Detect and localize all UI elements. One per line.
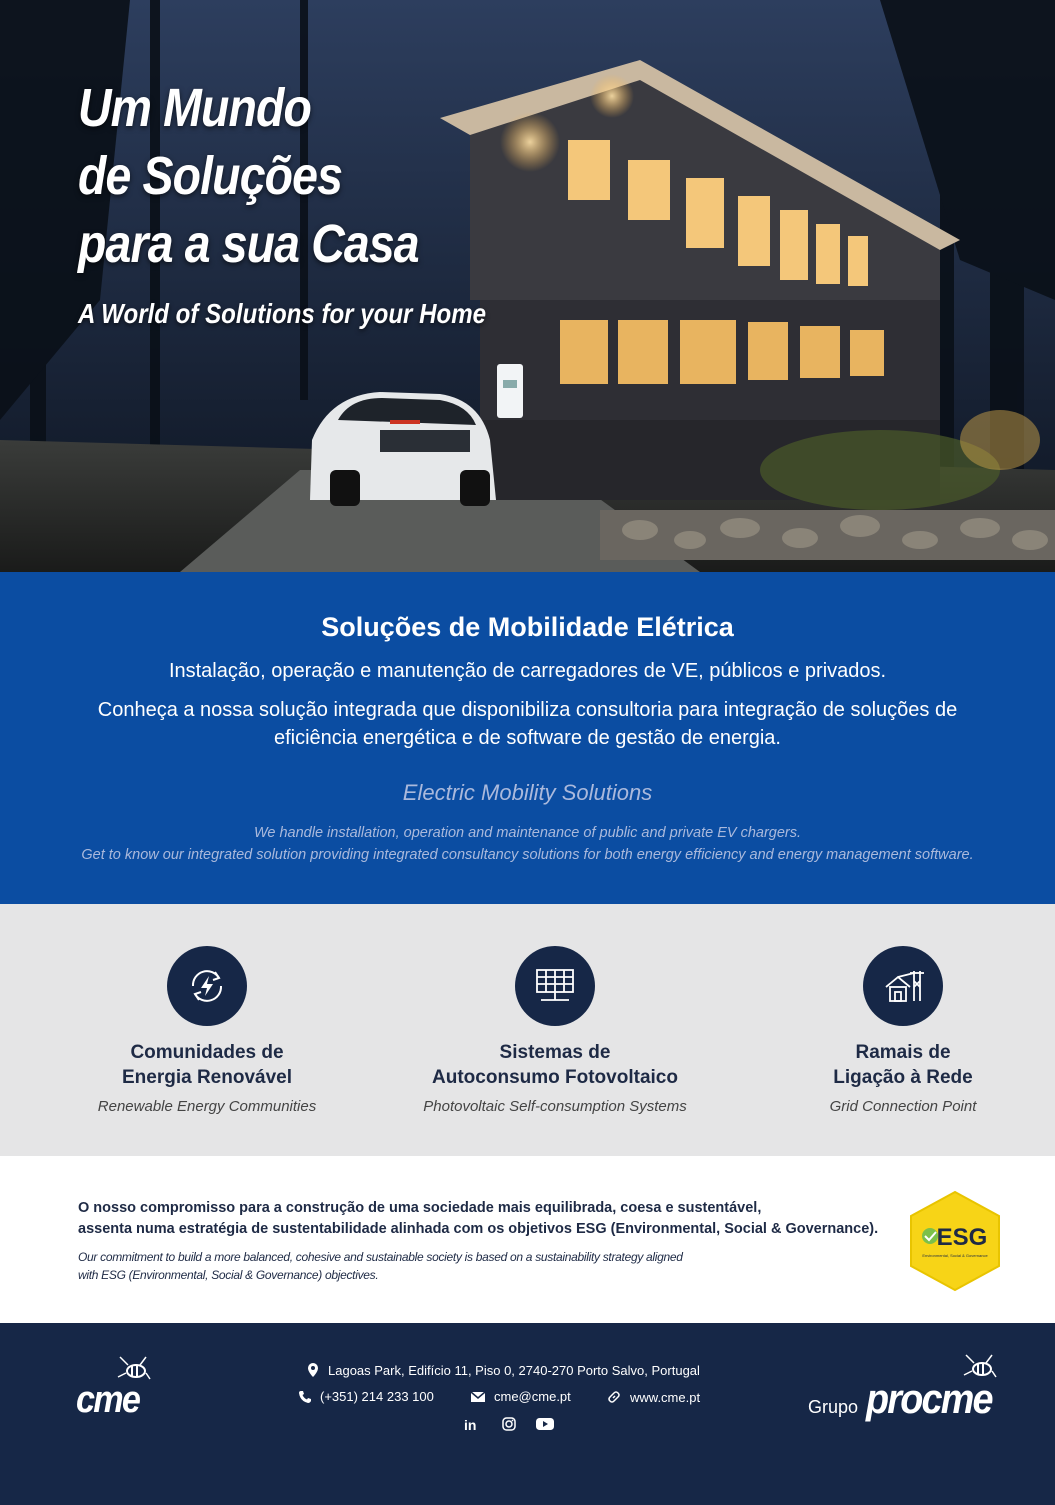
esg-badge-label: ESG: [936, 1224, 988, 1251]
email-text: cme@cme.pt: [494, 1389, 571, 1404]
linkedin-label: in: [464, 1417, 477, 1433]
envelope-icon: [470, 1391, 486, 1403]
phone-icon: [298, 1390, 312, 1404]
esg-en-line: with ESG (Environmental, Social & Governance) objectives.: [78, 1268, 379, 1282]
esg-pt-line: O nosso compromisso para a construção de uma sociedade mais equilibrada, coesa e sustentável,: [78, 1200, 762, 1216]
mobility-title-en: Electric Mobility Solutions: [402, 780, 653, 805]
youtube-glyph: [536, 1417, 554, 1431]
hero-title-line: de Soluções: [78, 146, 343, 206]
feature-subtitle: Grid Connection Point: [829, 1098, 977, 1115]
feature-title-line: Comunidades de: [130, 1042, 284, 1063]
procme-logo[interactable]: procme: [866, 1375, 992, 1422]
mobility-title: Soluções de Mobilidade Elétrica: [321, 612, 734, 642]
grid-connection-icon: [863, 946, 943, 1026]
cme-logo[interactable]: [76, 1355, 156, 1425]
mobility-en-line: Get to know our integrated solution providing integrated consultancy solutions for both energy efficiency and energy management software.: [81, 847, 974, 863]
website-text: www.cme.pt: [630, 1389, 701, 1405]
feature-photovoltaic: [395, 946, 715, 1115]
footer: [0, 1323, 1055, 1505]
esg-badge: [908, 1190, 1002, 1292]
address: [306, 1362, 700, 1378]
feature-title: [47, 1040, 367, 1090]
mobility-en-line: We handle installation, operation and maintenance of public and private EV chargers.: [253, 825, 802, 841]
mobility-paragraph-1: Instalação, operação e manutenção de carregadores de VE, públicos e privados.: [168, 660, 887, 682]
feature-subtitle: Photovoltaic Self-consumption Systems: [423, 1098, 687, 1115]
instagram-icon[interactable]: [502, 1417, 516, 1431]
hero-title-line: para a sua Casa: [78, 214, 419, 274]
mobility-paragraph-en: [40, 822, 1015, 866]
esg-badge-sub: Environmental, Social & Governance: [922, 1253, 988, 1258]
cme-logo-word: cme: [76, 1379, 140, 1421]
group-prefix: Grupo: [808, 1397, 859, 1417]
location-pin-icon: [306, 1362, 320, 1378]
esg-section: [0, 1156, 1055, 1323]
feature-title-line: Ramais de: [855, 1042, 951, 1063]
website[interactable]: [606, 1389, 700, 1405]
feature-title-line: Autoconsumo Fotovoltaico: [432, 1067, 678, 1088]
mobility-section: [0, 572, 1055, 904]
feature-title: [743, 1040, 1055, 1090]
linkedin-icon[interactable]: [464, 1417, 476, 1433]
phone[interactable]: [298, 1389, 434, 1404]
features-section: [0, 904, 1055, 1156]
youtube-icon[interactable]: [536, 1417, 554, 1431]
feature-grid-connection: [743, 946, 1055, 1115]
link-icon: [606, 1389, 622, 1405]
esg-pt-line: assenta numa estratégia de sustentabilidade alinhada com os objetivos ESG (Environmental, Social & Governance).: [78, 1221, 879, 1237]
instagram-glyph: [502, 1417, 516, 1431]
feature-title-line: Ligação à Rede: [833, 1067, 973, 1088]
address-text: Lagoas Park, Edifício 11, Piso 0, 2740-270 Porto Salvo, Portugal: [328, 1362, 700, 1378]
email[interactable]: [470, 1389, 571, 1404]
hero-title: [78, 74, 419, 278]
feature-title-line: Energia Renovável: [121, 1067, 293, 1088]
feature-title: [395, 1040, 715, 1090]
hero-banner: [0, 0, 1055, 572]
esg-en-line: Our commitment to build a more balanced, cohesive and sustainable society is based on a sustainability strategy aligned: [78, 1250, 683, 1264]
phone-text: (+351) 214 233 100: [320, 1389, 434, 1404]
renewable-energy-icon: [167, 946, 247, 1026]
solar-panel-icon: [515, 946, 595, 1026]
hero-subtitle: A World of Solutions for your Home: [78, 298, 487, 329]
mobility-paragraph-2: Conheça a nossa solução integrada que disponibiliza consultoria para integração de soluções de eficiência energética e de software de gestão de energia.: [97, 699, 958, 749]
hero-title-line: Um Mundo: [78, 78, 312, 138]
feature-title-line: Sistemas de: [499, 1042, 611, 1063]
feature-subtitle: Renewable Energy Communities: [97, 1098, 317, 1115]
esg-statement-pt: [78, 1198, 878, 1240]
esg-statement-en: [78, 1248, 683, 1284]
feature-renewable-communities: [47, 946, 367, 1115]
